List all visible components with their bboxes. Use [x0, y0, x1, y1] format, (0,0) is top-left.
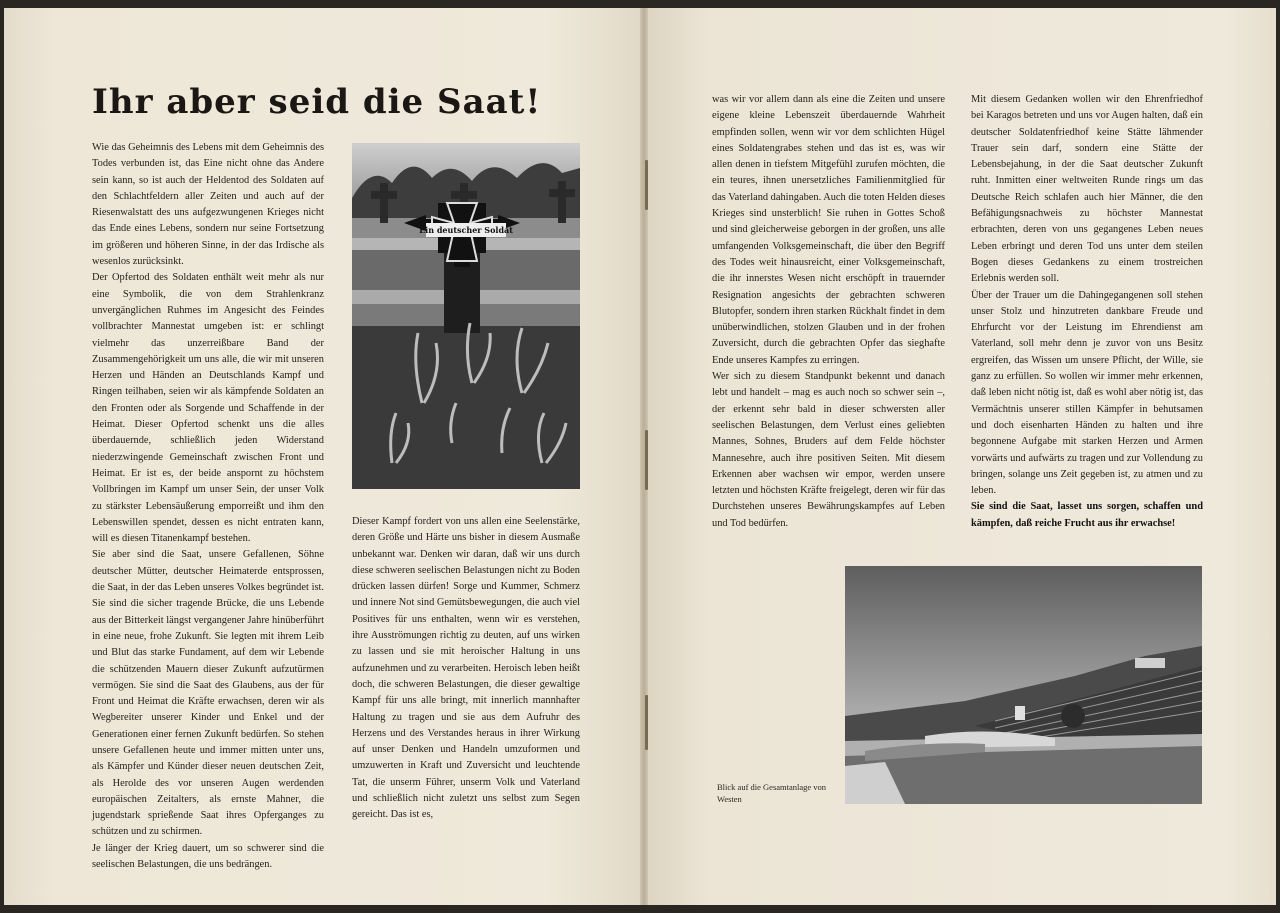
page-title: Ihr aber seid die Saat!: [92, 82, 542, 122]
cemetery-photo: [845, 566, 1202, 804]
paragraph: was wir vor allem dann als eine die Zeiten und unsere eigene kleine Lebenszeit überdauernde Wahrheit empfinden sollen, wenn wir vor dem schlichten Hügel eines Soldatengrabes stehen und das ist es, was wir allen denen in tiefstem Mitgefühl zurufen möchten, die ein teures, ihnen unersetzliches Familienmitglied für das Vaterland dahingaben. Auch die toten Helden dieses Krieges sind unsterblich! Sie ruhen in Gottes Schoß und sind gleicherweise geborgen in der großen, uns alle umfangenden Volksgemeinschaft, die über den Begriff des Todes weit hinausreicht, einer Volksgemeinschaft, die ihr innerstes Wesen nicht erschöpft in trauernder Resignation angesichts der gebrachten schweren Blutopfer, sondern ihren starken Rückhalt findet in dem unüberwindlichen, stolzen Glauben und in der frohen Zuversicht, durch die gebrachten Opfer das sieghafte Ende unseres Kampfes zu erringen.: [712, 94, 945, 366]
paragraph: Wer sich zu diesem Standpunkt bekennt und danach lebt und handelt – mag es auch noch so schwer sein –, der erkennt sehr bald in dieser schwersten aller seelischen Belastungen, dem Verlust eines geliebten Mannes, Sohnes, Bruders auf dem Felde höchster Mannesehre, auch ihre positiven Seiten. Mit diesem Erkennen aber wachsen wir empor, werden unsere letzten und höchsten Kräfte freigelegt, deren wir für das Durchstehen unseres Bewährungskampfes auf Leben und Tod bedürfen.: [712, 371, 945, 529]
paragraph: Mit diesem Gedanken wollen wir den Ehrenfriedhof bei Karagos betreten und uns vor Augen halten, daß ein deutscher Soldatenfriedhof keine Stätte lähmender Trauer sein darf, sondern eine Stätte der Lebensbejahung, in der die Saat deutscher Zukunft ruht. Inmitten einer weltweiten Runde rings um das Deutsche Reich schlafen auch hier Männer, die den Befähigungsnachweis zu höchster Mannestat erbrachten, deren von uns gegangenes Leben neues Leben erbringt und deren Tod uns unter dem steilen Bogen dieses Gedankens zu einem trostreichen Erlebnis werden soll.: [971, 94, 1203, 285]
grave-photo: [352, 143, 580, 489]
photo-caption: Blick auf die Gesamtanlage von Westen: [717, 782, 827, 804]
paragraph: Dieser Kampf fordert von uns allen eine Seelenstärke, deren Größe und Härte uns bisher in diesem Ausmaße unbekannt war. Denken wir daran, daß wir uns durch diese schweren seelischen Belastungen nicht zu Boden drücken lassen dürfen! Sorge und Kummer, Schmerz und innere Not sind Gemütsbewegungen, die auch viel Positives für uns enthalten, wenn wir es verstehen, ihre Ausströmungen richtig zu deuten, auf uns wirken zu lassen und sie mit heroischer Haltung in uns aufzunehmen und zu verarbeiten. Heroisch leben heißt doch, die schweren Belastungen, die dieser gewaltige Kampf für uns alle bringt, mit innerlich mannhafter Haltung zu tragen und sie aus dem Aufruhr des Herzens und des Verstandes heraus in ihrer Wirkung auf unser Denken und Handeln umzuformen und umzuwerten in Kraft und Zuversicht und leuchtende Tat, die unserm Führer, unserm Volk und Vaterland und schließlich nicht zuletzt uns selbst zum Segen gereicht. Das ist es,: [352, 516, 580, 821]
text-column-4: [971, 92, 1203, 528]
grave-sign-text: Ein deutscher Soldat: [419, 225, 513, 235]
text-column-3: [712, 92, 945, 528]
closing-statement: Sie sind die Saat, lasset uns sorgen, schaffen und kämpfen, daß reiche Frucht aus ihr erwachse!: [971, 501, 1203, 529]
paragraph: Der Opfertod des Soldaten enthält weit mehr als nur eine Symbolik, die von dem Strahlenkranz unvergänglichen Ruhmes im Angesicht des Feindes vollbrachter Mannestat umgeben ist: er schlingt vielmehr das unzerreißbare Band der Zusammengehörigkeit um uns alle, die wir mit unseren Herzen und Händen an Deutschlands Kampf und Ringen teilhaben, seien wir als kämpfende Soldaten an den Fronten oder als Sorgende und Schaffende in der Heimat. Dieser Opfertod schenkt uns die alles überdauernde, schließlich jeden Widerstand niederzwingende Gemeinschaft zwischen Front und Heimat. Er ist es, der beide anspornt zu höchstem Vollbringen im Kampf um unser Sein, der unser Volk zu stärkster Lebensäußerung emporreißt und ihm den Lebenswillen spendet, dessen es nicht entraten kann, will es diesen Titanenkampf bestehen.: [92, 272, 324, 545]
text-column-1: [92, 140, 324, 871]
text-column-2: [352, 514, 580, 821]
binding-stitch: [645, 430, 648, 490]
paragraph: Über der Trauer um die Dahingegangenen soll stehen unser Stolz und hinzutreten dankbare Freude und Ehrfurcht vor der Leistung im Ehrendienst am Vaterland, soll mehr denn je zuvor von uns Besitz ergreifen, das Wissen um unsere Pflicht, der Wille, sie ganz zu erfüllen. So wollen wir immer mehr erkennen, daß leben nicht nötig ist, daß es wohl aber nötig ist, das Vermächtnis unserer stillen Kämpfer in behutsamen und doch eisenharten Händen zu halten und ihre begonnene Aufgabe mit starken Herzen und Armen vorwärts und aufwärts zu tragen und zur Vollendung zu bringen, solange uns Zeit gegeben ist, zu atmen und zu leben.: [971, 289, 1203, 497]
paragraph: Sie aber sind die Saat, unsere Gefallenen, Söhne deutscher Mütter, deutscher Heimaterde entsprossen, die Saat, in der das Leben unseres Volkes begründet ist. Sie sind die sicher tragende Brücke, die uns Lebende aus der Bitterkeit längst vergangener Jahre hinüberführt in eine neue, frohe Zukunft. Sie legten mit ihrem Leib und Blut das starke Fundament, auf dem wir Lebende die schützenden Mauern dieser Zukunft aufzutürmen vermögen. Sie sind die Saat des Glaubens, aus der für Front und Heimat die Kräfte erwachsen, deren wir als Wegbereiter unserer Kinder und Enkel und der Generationen einer fernen Zukunft bedürfen. So stehen unsere Gefallenen heute und immer mitten unter uns, als Kämpfer und Künder dieser neuen deutschen Zeit, als Herolde des vor unseren Augen werdenden europäischen Zeitalters, als ernste Mahner, die jugendstark sprießende Saat ihres Opferganges zu schützen und zu schirmen.: [92, 549, 324, 838]
paragraph: Je länger der Krieg dauert, um so schwerer sind die seelischen Belastungen, die uns bedrängen.: [92, 842, 324, 871]
binding-stitch: [645, 695, 648, 750]
binding-stitch: [645, 160, 648, 210]
paragraph: Wie das Geheimnis des Lebens mit dem Geheimnis des Todes verbunden ist, das Eine nicht ohne das Andere sein kann, so ist auch der Heldentod des Soldaten auf den Schlachtfeldern aller Zeiten und auch auf der Riesenwalstatt des uns aufgezwungenen Krieges nicht das Ende eines Lebens, sondern nur seine Fortsetzung im größeren und höheren Sinne, in der das Irdische als wesenlos zurücksinkt.: [92, 142, 324, 268]
